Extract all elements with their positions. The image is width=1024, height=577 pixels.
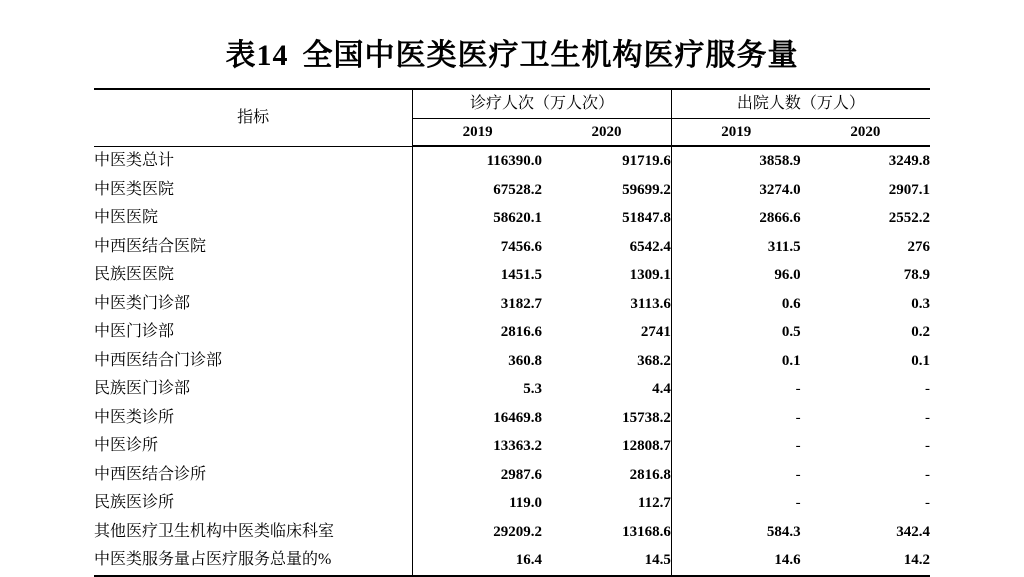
row-value: 12808.7 [622,438,671,454]
header-year-visits-2020: 2020 [542,119,671,147]
row-value: 4.4 [652,381,671,397]
row-value: 119.0 [413,489,542,518]
medical-service-table [94,88,930,577]
row-value: 1451.5 [413,261,542,290]
table-title-text: 全国中医类医疗卫生机构医疗服务量 [302,39,799,72]
row-value: 360.8 [413,347,542,376]
row-label: 中西医结合医院 [94,237,207,255]
row-value: 15738.2 [622,409,671,426]
row-value: 1309.1 [629,267,671,283]
row-label: 中西医结合诊所 [94,465,207,483]
row-value: 2866.6 [671,204,800,233]
header-year-discharges-2020: 2020 [801,119,930,147]
row-value: 311.5 [671,233,800,262]
row-value: 7456.6 [413,233,542,262]
row-value: 0.6 [671,290,800,319]
row-value: - [925,466,930,483]
row-value: 2816.6 [413,318,542,347]
row-value: 3249.8 [888,153,930,169]
row-value: 3858.9 [671,146,800,176]
row-value: 2907.1 [888,181,930,198]
table-number: 表14 [225,39,289,72]
row-label: 民族医医院 [94,266,175,283]
row-value: 3182.7 [413,290,542,319]
row-value: - [925,381,930,397]
table-row [94,318,930,347]
row-label: 中西医结合门诊部 [94,351,223,369]
row-label: 民族医诊所 [94,494,175,511]
row-value: 112.7 [637,495,671,511]
row-value: 14.6 [671,546,800,576]
row-value: 0.3 [911,295,930,312]
row-value: 0.2 [911,324,930,340]
row-label: 中医类服务量占医疗服务总量的% [94,546,413,576]
table-row [94,518,930,547]
table-row [94,546,930,576]
row-value: 2987.6 [413,461,542,490]
row-label: 中医医院 [94,209,159,226]
table-body [94,146,930,576]
table-row [94,347,930,376]
row-value: 96.0 [671,261,800,290]
row-value: 67528.2 [413,176,542,205]
row-value: 16.4 [413,546,542,576]
row-value: - [671,489,800,518]
row-value: - [925,409,930,426]
row-label: 中医类总计 [94,151,175,169]
row-label: 民族医门诊部 [94,380,191,397]
row-value: - [671,432,800,461]
table-row [94,146,930,176]
table-row [94,204,930,233]
header-group-visits: 诊疗人次（万人次） [413,89,672,119]
row-value: 91719.6 [622,153,671,169]
table-row [94,290,930,319]
row-value: 0.5 [671,318,800,347]
row-value: 6542.4 [629,238,671,255]
row-value: - [925,438,930,454]
row-value: 13363.2 [413,432,542,461]
row-value: 584.3 [671,518,800,547]
row-value: 2552.2 [888,210,930,226]
header-index: 指标 [94,89,413,146]
row-value: 116390.0 [413,146,542,176]
row-label: 中医类诊所 [94,408,175,426]
row-label: 中医类门诊部 [94,294,191,312]
page-title [0,0,1024,88]
header-year-visits-2019: 2019 [413,119,542,147]
row-value: 59699.2 [622,181,671,198]
table-container [94,88,930,577]
row-value: - [671,375,800,404]
row-value: 0.1 [671,347,800,376]
row-value: - [671,461,800,490]
row-value: - [671,404,800,433]
header-group-discharges: 出院人数（万人） [671,89,930,119]
table-row [94,261,930,290]
row-value: 14.2 [801,546,930,576]
row-value: 16469.8 [413,404,542,433]
row-value: - [925,495,930,511]
row-value: 14.5 [542,546,671,576]
table-header-groups [94,89,930,119]
row-value: 51847.8 [622,210,671,226]
table-row [94,375,930,404]
row-value: 2816.8 [629,466,671,483]
table-row [94,489,930,518]
row-value: 2741 [640,324,671,340]
row-value: 276 [907,238,930,255]
row-label: 其他医疗卫生机构中医类临床科室 [94,522,335,540]
row-value: 78.9 [903,267,930,283]
row-value: 29209.2 [413,518,542,547]
header-year-discharges-2019: 2019 [671,119,800,147]
row-value: 342.4 [896,523,930,540]
row-value: 368.2 [637,352,671,369]
row-label: 中医门诊部 [94,323,175,340]
table-row [94,176,930,205]
row-label: 中医类医院 [94,180,175,198]
row-label: 中医诊所 [94,437,159,454]
row-value: 3274.0 [671,176,800,205]
row-value: 58620.1 [413,204,542,233]
row-value: 0.1 [911,352,930,369]
table-row [94,233,930,262]
table-row [94,461,930,490]
row-value: 5.3 [413,375,542,404]
table-row [94,404,930,433]
table-row [94,432,930,461]
row-value: 13168.6 [622,523,671,540]
row-value: 3113.6 [630,295,671,312]
